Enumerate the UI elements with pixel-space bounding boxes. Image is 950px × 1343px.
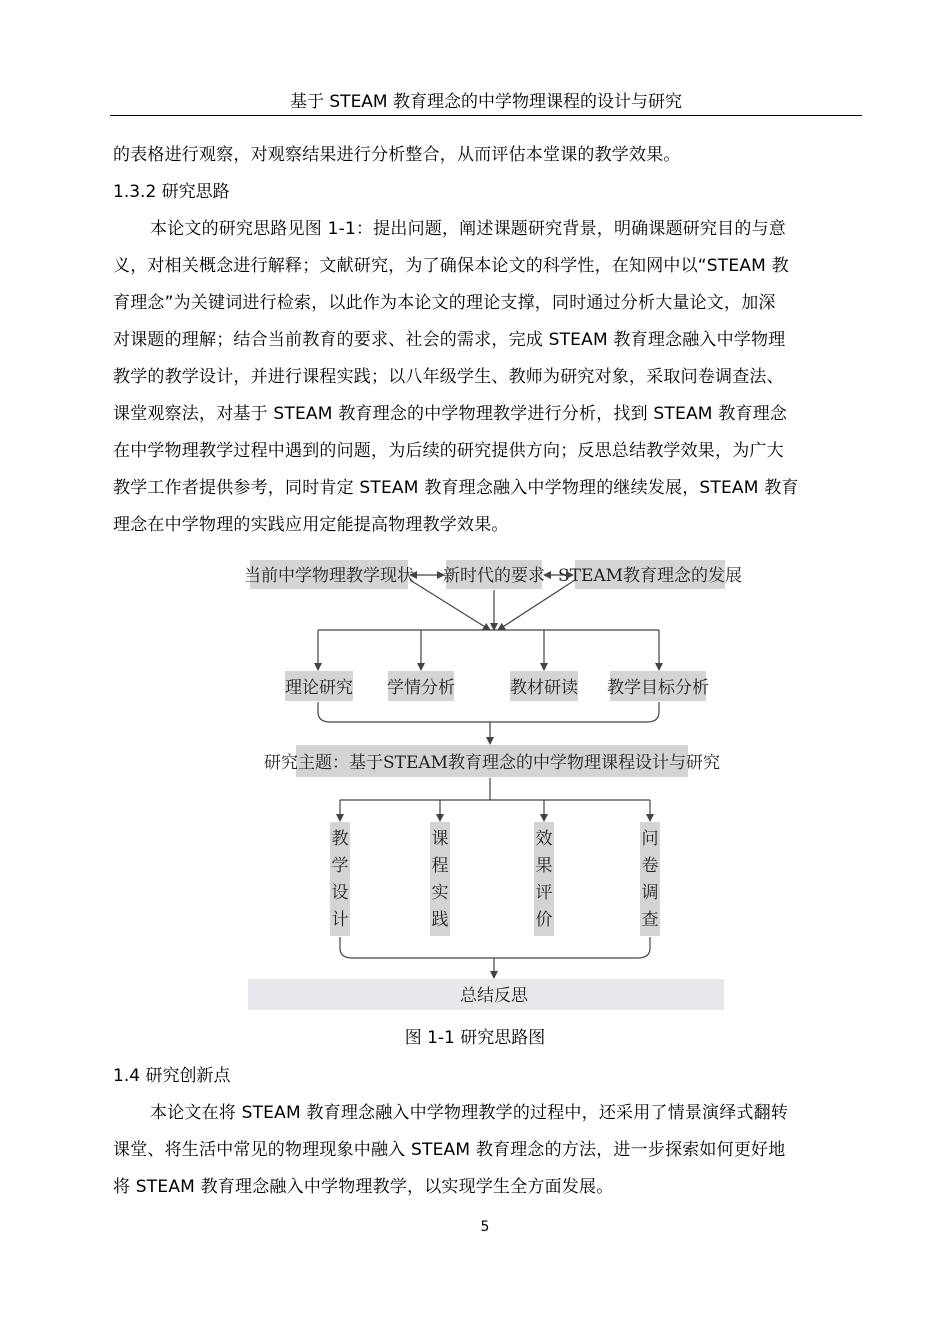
paragraph-line: 本论文的研究思路见图 1-1：提出问题，阐述课题研究背景，明确课题研究目的与意 xyxy=(150,219,786,239)
vertical-char: 计 xyxy=(331,910,349,930)
box-theory-research-label: 理论研究 xyxy=(285,678,353,698)
paragraph-line: 课堂观察法，对基于 STEAM 教育理念的中学物理教学进行分析，找到 STEAM 教育理念 xyxy=(113,404,788,424)
paragraph-line: 将 STEAM 教育理念融入中学物理教学，以实现学生全方面发展。 xyxy=(113,1177,614,1197)
vertical-char: 调 xyxy=(641,883,659,903)
running-header: 基于 STEAM 教育理念的中学物理课程的设计与研究 xyxy=(289,92,683,112)
vertical-char: 实 xyxy=(431,883,449,903)
paragraph-line: 课堂、将生活中常见的物理现象中融入 STEAM 教育理念的方法，进一步探索如何更好地 xyxy=(113,1140,786,1160)
paragraph-line: 教学的教学设计，并进行课程实践；以八年级学生、教师为研究对象，采取问卷调查法、 xyxy=(113,367,784,387)
vertical-char: 评 xyxy=(535,883,553,903)
vertical-char: 果 xyxy=(535,856,553,876)
section-heading-1-3-2: 1.3.2 研究思路 xyxy=(113,182,230,202)
paragraph-line: 的表格进行观察，对观察结果进行分析整合，从而评估本堂课的教学效果。 xyxy=(113,145,681,165)
box-objective-analysis-label: 教学目标分析 xyxy=(607,678,709,698)
vertical-char: 卷 xyxy=(641,856,659,876)
merge-bracket xyxy=(318,702,659,722)
vertical-char: 践 xyxy=(431,910,449,930)
vertical-char: 效 xyxy=(535,829,553,849)
vertical-char: 教 xyxy=(331,829,349,849)
merge-bracket xyxy=(340,937,650,958)
paragraph-line: 对课题的理解；结合当前教育的要求、社会的需求，完成 STEAM 教育理念融入中学物理 xyxy=(113,330,786,350)
vertical-char: 学 xyxy=(331,856,349,876)
box-textbook-study-label: 教材研读 xyxy=(510,678,578,698)
vertical-char: 程 xyxy=(431,856,449,876)
box-summary-reflection-label: 总结反思 xyxy=(460,986,528,1006)
box-current-status-label: 当前中学物理教学现状 xyxy=(244,566,414,586)
vertical-char: 课 xyxy=(431,829,449,849)
paragraph-line: 在中学物理教学过程中遇到的问题，为后续的研究提供方向；反思总结教学效果，为广大 xyxy=(113,441,784,461)
vertical-char: 价 xyxy=(535,910,553,930)
vertical-char: 问 xyxy=(641,829,659,849)
box-new-era-label: 新时代的要求 xyxy=(443,566,545,586)
paragraph-line: 育理念”为关键词进行检索，以此作为本论文的理论支撑，同时通过分析大量论文，加深 xyxy=(113,293,776,313)
box-research-theme-label: 研究主题：基于STEAM教育理念的中学物理课程设计与研究 xyxy=(263,753,721,773)
page-number: 5 xyxy=(480,1219,490,1235)
box-student-analysis-label: 学情分析 xyxy=(387,678,455,698)
section-heading-1-4: 1.4 研究创新点 xyxy=(113,1066,231,1086)
paragraph-line: 教学工作者提供参考，同时肯定 STEAM 教育理念融入中学物理的继续发展，STEAM 教育 xyxy=(113,478,799,498)
vertical-char: 设 xyxy=(331,883,349,903)
box-steam-development-label: STEAM教育理念的发展 xyxy=(557,566,743,586)
paragraph-line: 理念在中学物理的实践应用定能提高物理教学效果。 xyxy=(113,515,509,535)
vertical-char: 查 xyxy=(641,910,659,930)
paragraph-line: 本论文在将 STEAM 教育理念融入中学物理教学的过程中，还采用了情景演绎式翻转 xyxy=(150,1103,789,1123)
figure-caption: 图 1-1 研究思路图 xyxy=(404,1028,546,1048)
paragraph-line: 义，对相关概念进行解释；文献研究，为了确保本论文的科学性，在知网中以“STEAM 教 xyxy=(113,256,789,276)
